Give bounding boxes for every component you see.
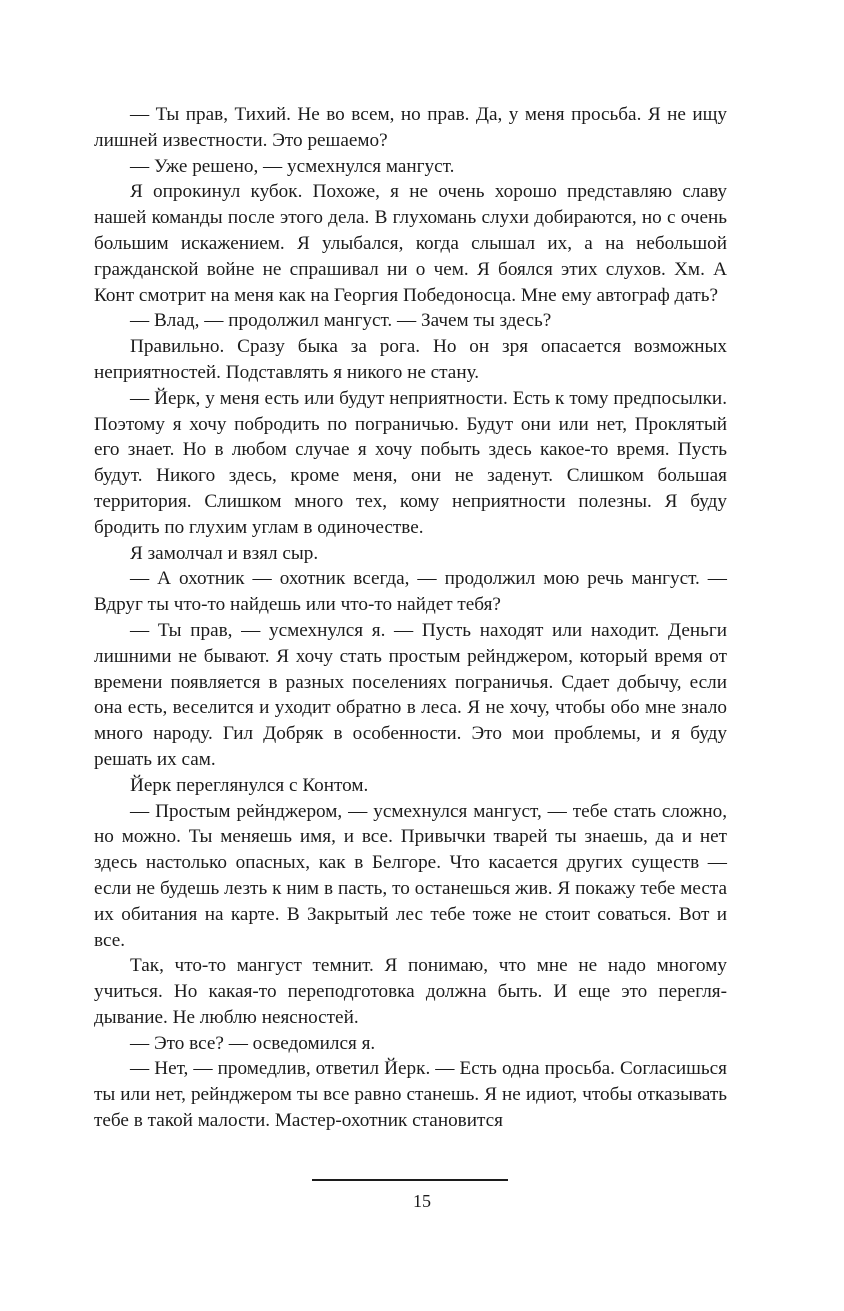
paragraph: Йерк переглянулся с Контом. [130, 774, 369, 796]
paragraph: Правильно. Сразу быка за рога. Но он зря опасается возможных неприятностей. Подставлять я никого не стану. [94, 336, 727, 383]
paragraph: — Простым рейнджером, — усмехнулся мангуст, — тебе стать сложно, но можно. Ты меняешь имя, и все. Привычки тварей ты знаешь, да и нет здесь настолько опасных, как в Белгоре. Что касается других существ — если не будешь лезть к ним в пасть, то останешься жив. Я покажу тебе места их обитания на карте. В Закрытый лес тебе тоже не стоит соваться. Вот и все. [94, 800, 727, 951]
paragraph: Я опрокинул кубок. Похоже, я не очень хорошо представляю славу нашей команды после этого дела. В глухомань слухи добираются, но с очень большим искажением. Я улыбался, когда слышал их, а на небольшой гражданской войне не спрашивал ни о чем. Я боялся этих слухов. Хм. А Конт смотрит на меня как на Георгия Победоносца. Мне ему автограф дать? [94, 181, 727, 306]
page-number: 15 [413, 1191, 431, 1211]
body-text [94, 102, 727, 1134]
paragraph: — А охотник — охотник всегда, — продолжил мою речь мангуст. — Вдруг ты что-то найдешь или что-то найдет тебя? [94, 568, 727, 616]
footer-rule [312, 1179, 508, 1181]
paragraph: — Йерк, у меня есть или будут неприятности. Есть к тому предпосылки. Поэтому я хочу побродить по пограничью. Будут они или нет, Проклятый его знает. Но в любом случае я хочу побыть здесь какое-то время. Пусть будут. Никого здесь, кроме меня, они не заденут. Слишком большая территория. Слишком много тех, кому неприятности полезны. Я буду бродить по глухим углам в одиночестве. [94, 387, 727, 538]
paragraph: — Нет, — промедлив, ответил Йерк. — Есть одна просьба. Согласишься ты или нет, рейнджером ты все равно станешь. Я не идиот, чтобы отказывать тебе в такой малости. Мастер-охотник становится [94, 1058, 727, 1132]
paragraph: Я замолчал и взял сыр. [130, 542, 319, 564]
paragraph: — Уже решено, — усмехнулся мангуст. [130, 155, 455, 177]
paragraph: — Это все? — осведомился я. [130, 1032, 376, 1054]
paragraph: Так, что-то мангуст темнит. Я понимаю, что мне не надо многому учиться. Но какая-то переподготовка должна быть. И еще это переглядывание. Не люблю неясностей. [94, 955, 727, 1028]
paragraph: — Ты прав, — усмехнулся я. — Пусть находят или находит. Деньги лишними не бывают. Я хочу стать простым рейнджером, который время от времени появляется в разных поселениях пограничья. Сдает добычу, если она есть, веселится и уходит обратно в леса. Я не хочу, чтобы обо мне знало много народу. Гил Добряк в особенности. Это мои проблемы, и я буду решать их сам. [94, 619, 727, 770]
paragraph: — Влад, — продолжил мангуст. — Зачем ты здесь? [130, 310, 552, 332]
paragraph: — Ты прав, Тихий. Не во всем, но прав. Да, у меня просьба. Я не ищу лишней известности. Это решаемо? [94, 104, 727, 151]
